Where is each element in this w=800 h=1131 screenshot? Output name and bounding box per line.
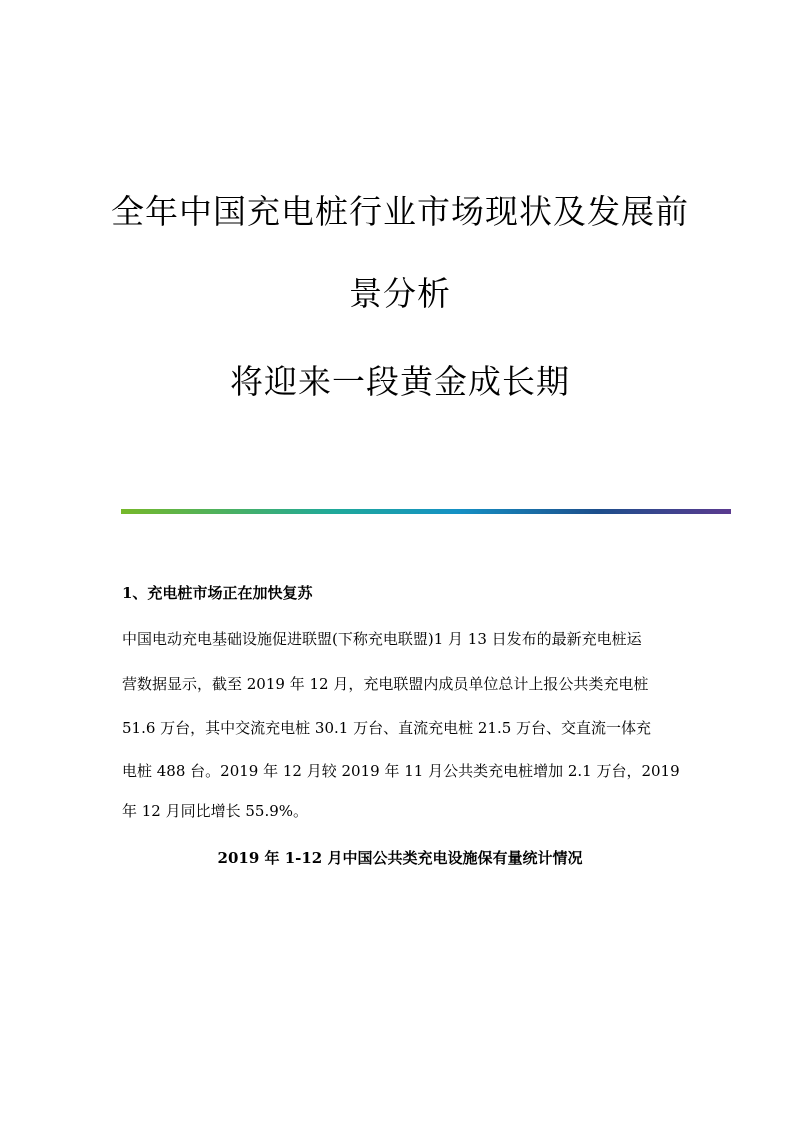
- gradient-divider: [121, 509, 731, 514]
- paragraph-line-2: 营数据显示，截至 2019 年 12 月，充电联盟内成员单位总计上报公共类充电桩: [122, 675, 649, 693]
- paragraph-line-1: 中国电动充电基础设施促进联盟(下称充电联盟)1 月 13 日发布的最新充电桩运: [122, 630, 642, 648]
- paragraph-line-4: 电桩 488 台。2019 年 12 月较 2019 年 11 月公共类充电桩增加 2.1 万台，2019: [122, 762, 680, 780]
- section-heading: 1、充电桩市场正在加快复苏: [122, 584, 313, 602]
- subtitle-line: 将迎来一段黄金成长期: [230, 362, 570, 401]
- title-line-1: 全年中国充电桩行业市场现状及发展前: [111, 192, 689, 231]
- paragraph-line-5: 年 12 月同比增长 55.9%。: [122, 802, 309, 820]
- title-line-2: 景分析: [349, 274, 451, 313]
- paragraph-line-3: 51.6 万台，其中交流充电桩 30.1 万台、直流充电桩 21.5 万台、交直流一体充: [122, 719, 652, 737]
- figure-caption: 2019 年 1-12 月中国公共类充电设施保有量统计情况: [217, 849, 583, 867]
